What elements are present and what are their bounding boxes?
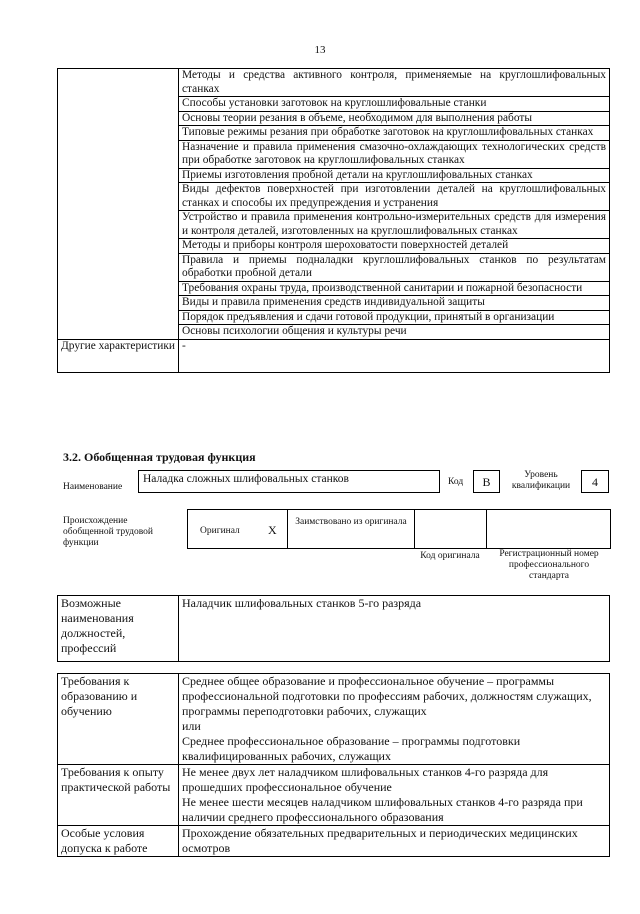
name-label: Наименование <box>63 482 123 492</box>
origin-label: Происхождение обобщенной трудовой функции <box>63 516 153 548</box>
name-value: Наладка сложных шлифовальных станков <box>138 470 440 493</box>
origin-divider <box>287 510 288 548</box>
knowledge-row: Виды и правила применения средств индивидуальной защиты <box>179 296 610 311</box>
level-value: 4 <box>581 470 609 493</box>
experience-label: Требования к опыту практической работы <box>58 765 179 826</box>
code-value: В <box>473 470 500 493</box>
knowledge-row: Правила и приемы подналадки круглошлифовальных станков по результатам обработки пробной детали <box>179 253 610 281</box>
original-label: Оригинал <box>200 526 240 536</box>
job-titles-table <box>57 595 610 662</box>
code-original-caption: Код оригинала <box>420 551 480 561</box>
education-label: Требования к образованию и обучению <box>58 674 179 765</box>
admission-label: Особые условия допуска к работе <box>58 826 179 857</box>
requirement-line: Не менее двух лет наладчиком шлифовальных станков 4-го разряда для прошедших профессиональное обучение <box>182 765 549 794</box>
education-value <box>179 674 610 765</box>
knowledge-row: Способы установки заготовок на круглошлифовальные станки <box>179 97 610 112</box>
job-titles-value: Наладчик шлифовальных станков 5-го разряда <box>179 596 610 662</box>
original-mark: X <box>268 523 277 537</box>
other-characteristics-value: - <box>179 339 610 372</box>
job-titles-label: Возможные наименования должностей, профессий <box>58 596 179 662</box>
reg-number-caption: Регистрационный номер профессионального стандарта <box>499 549 599 581</box>
requirement-line: Прохождение обязательных предварительных и периодических медицинских осмотров <box>182 826 578 855</box>
knowledge-row: Основы психологии общения и культуры речи <box>179 325 610 340</box>
knowledge-row: Типовые режимы резания при обработке заготовок на круглошлифовальных станках <box>179 126 610 141</box>
origin-divider <box>486 510 487 548</box>
knowledge-row: Основы теории резания в объеме, необходимом для выполнения работы <box>179 111 610 126</box>
knowledge-row: Виды дефектов поверхностей при изготовлении деталей на круглошлифовальных станках и способы их предупреждения и устранения <box>179 183 610 211</box>
knowledge-row: Методы и приборы контроля шероховатости поверхностей деталей <box>179 239 610 254</box>
knowledge-row: Требования охраны труда, производственной санитарии и пожарной безопасности <box>179 281 610 296</box>
code-label: Код <box>448 477 464 487</box>
admission-value <box>179 826 610 857</box>
origin-box <box>187 509 611 549</box>
knowledge-row: Методы и средства активного контроля, применяемые на круглошлифовальных станках <box>179 69 610 97</box>
experience-value <box>179 765 610 826</box>
knowledge-label-cell <box>58 69 179 340</box>
knowledge-table <box>57 68 610 373</box>
section-title: 3.2. Обобщенная трудовая функция <box>63 450 256 464</box>
borrowed-label: Заимствовано из оригинала <box>295 517 407 527</box>
knowledge-row: Устройство и правила применения контрольно-измерительных средств для измерения и контроля деталей, изготовленных на круглошлифовальных станках <box>179 211 610 239</box>
other-characteristics-label: Другие характеристики <box>58 339 179 372</box>
origin-divider <box>414 510 415 548</box>
level-label: Уровень квалификации <box>511 470 571 491</box>
requirement-line: Среднее общее образование и профессиональное обучение – программы профессиональной подготовки по профессиям рабочих, должностям служащих, программы переподготовки рабочих, служащих <box>182 674 592 718</box>
page-number: 13 <box>314 44 326 56</box>
requirement-line: Не менее шести месяцев наладчиком шлифовальных станков 4-го разряда при наличии среднего профессионального образования <box>182 795 583 824</box>
requirement-line: или <box>182 719 201 733</box>
requirements-table <box>57 673 610 857</box>
knowledge-row: Назначение и правила применения смазочно-охлаждающих технологических средств при обработке заготовок на круглошлифовальных станках <box>179 140 610 168</box>
knowledge-row: Приемы изготовления пробной детали на круглошлифовальных станках <box>179 168 610 183</box>
knowledge-row: Порядок предъявления и сдачи готовой продукции, принятый в организации <box>179 310 610 325</box>
requirement-line: Среднее профессиональное образование – программы подготовки квалифицированных рабочих, служащих <box>182 734 521 763</box>
